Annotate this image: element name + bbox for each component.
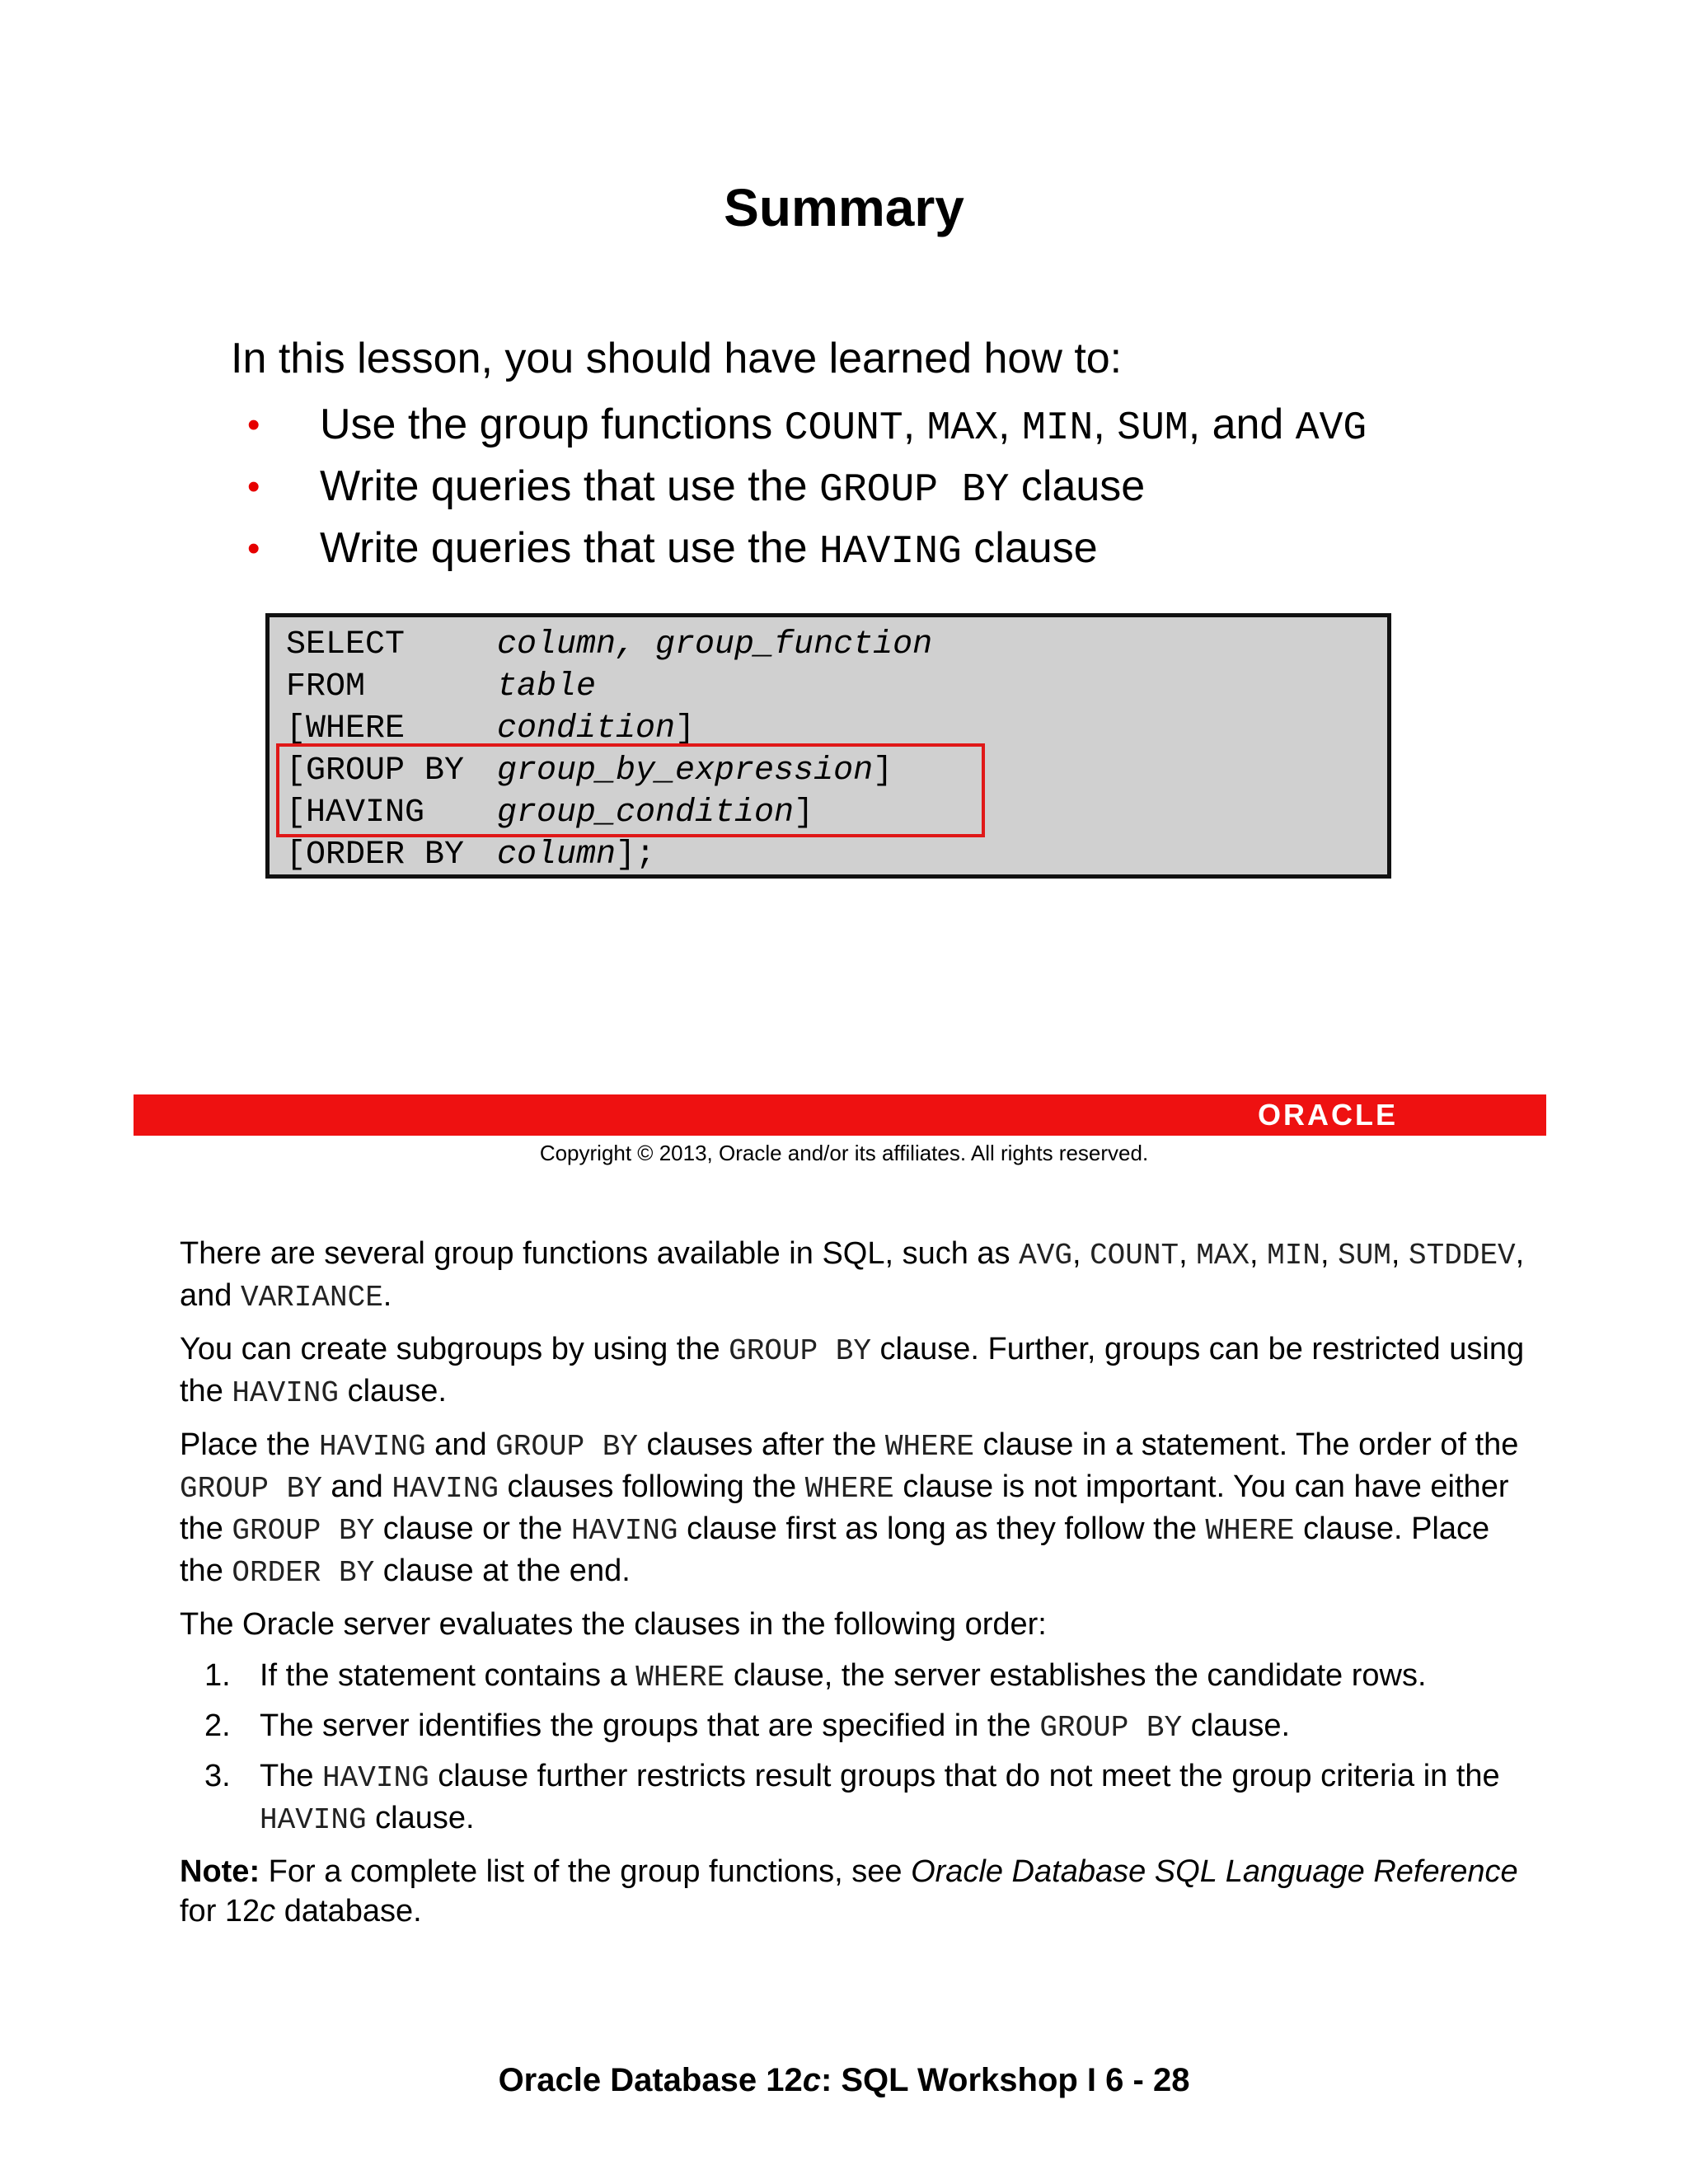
code-line: [ORDER BY column]; (286, 837, 656, 874)
objective-item: • Write queries that use the HAVING clause (231, 518, 1367, 579)
oracle-footer-band (134, 1094, 1546, 1136)
notes-paragraph: You can create subgroups by using the GROUP BY clause. Further, groups can be restricted using the HAVING clause. (180, 1332, 1525, 1410)
list-item: 3. The HAVING clause further restricts result groups that do not meet the group criteria in the HAVING clause. (204, 1759, 1500, 1837)
code-line: [GROUP BY group_by_expression] (286, 752, 893, 790)
notes-paragraph: The Oracle server evaluates the clauses in the following order: (180, 1607, 1047, 1642)
objective-item: • Use the group functions COUNT, MAX, MIN, SUM, and AVG (231, 394, 1367, 456)
note-paragraph: Note: For a complete list of the group functions, see Oracle Database SQL Language Reference for 12c database. (180, 1854, 1518, 1929)
evaluation-order-list (180, 1656, 1531, 1840)
page-footer: Oracle Database 12c: SQL Workshop I 6 - 28 (498, 2062, 1190, 2098)
code-line: FROM table (286, 668, 597, 705)
bullet-icon: • (247, 405, 260, 445)
list-item: 1. If the statement contains a WHERE clause, the server establishes the candidate rows. (204, 1658, 1427, 1694)
objectives-list (231, 394, 1367, 579)
slide-title: Summary (724, 178, 964, 237)
group-by-having-highlight (276, 743, 985, 837)
instructor-notes (180, 1234, 1531, 1943)
code-line: [HAVING group_condition] (286, 794, 814, 832)
objective-item: • Write queries that use the GROUP BY clause (231, 456, 1367, 518)
list-item: 2. The server identifies the groups that are specified in the GROUP BY clause. (204, 1708, 1291, 1745)
copyright-text: Copyright © 2013, Oracle and/or its affiliates. All rights reserved. (539, 1141, 1149, 1165)
code-line: SELECT column, group_function (286, 626, 933, 663)
notes-paragraph: Place the HAVING and GROUP BY clauses after the WHERE clause in a statement. The order of the GROUP BY and HAVING clauses following the WHERE clause is not important. You can have either the GROUP BY clause or the HAVING clause first as long as they follow the WHERE clause. Place the ORDER BY clause at the end. (180, 1427, 1519, 1590)
notes-paragraph: There are several group functions available in SQL, such as AVG, COUNT, MAX, MIN, SUM, STDDEV, and VARIANCE. (180, 1236, 1525, 1315)
bullet-icon: • (247, 466, 260, 507)
code-line: [WHERE condition] (286, 710, 696, 748)
oracle-logo: ORACLE (1258, 1098, 1398, 1132)
bullet-icon: • (247, 528, 260, 569)
lesson-intro: In this lesson, you should have learned how to: (231, 335, 1123, 382)
